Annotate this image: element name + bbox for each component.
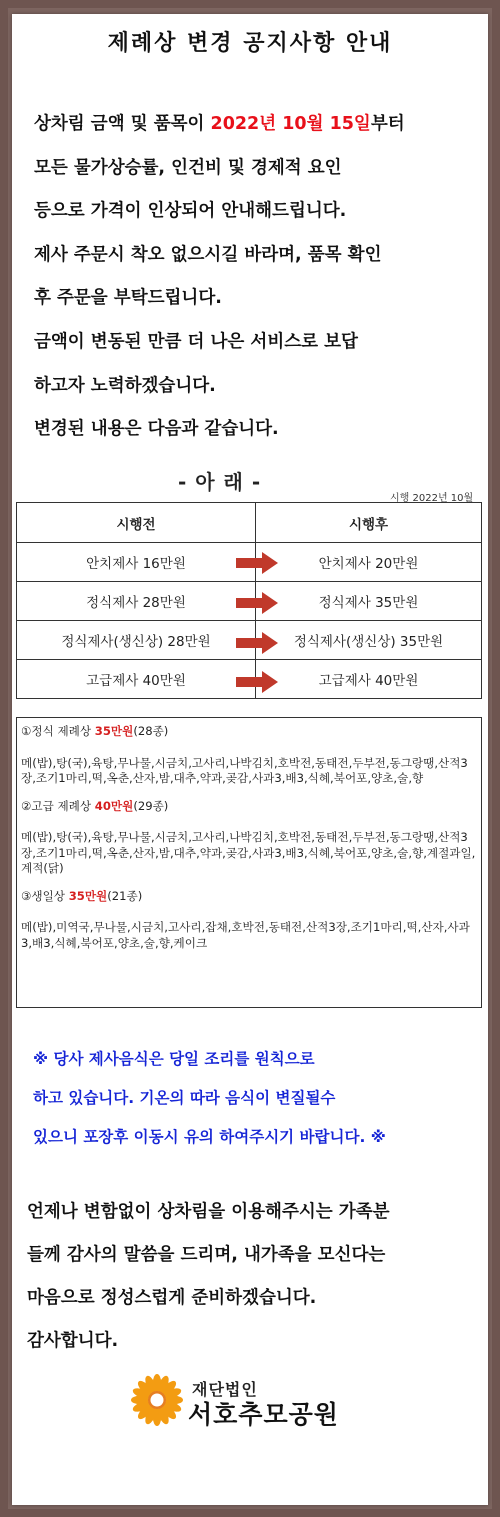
intro-line: 후 주문을 부탁드립니다. xyxy=(34,288,222,309)
arrow-right-icon xyxy=(236,592,278,614)
intro-line: 제사 주문시 착오 없으시길 바라며, 품목 확인 xyxy=(34,244,382,265)
menu-items: 메(밥),미역국,무나물,시금치,고사리,잡채,호박전,동태전,산적3장,조기1마리,떡,산자,사과3,배3,식혜,북어포,양초,술,향,케이크 xyxy=(21,920,470,950)
effective-note: 시행 2022년 10월 xyxy=(390,493,474,504)
menu-name: ③생일상 xyxy=(21,888,69,903)
price-before: 정식제사 28만원 xyxy=(17,582,256,621)
menu-count: (28종) xyxy=(133,724,169,738)
arrow-right-icon xyxy=(236,552,278,574)
price-before: 안치제사 16만원 xyxy=(17,543,256,582)
menu-items: 메(밥),탕(국),육탕,무나물,시금치,고사리,나박김치,호박전,동태전,두부전,동그랑땡,산적3장,조기1마리,떡,옥춘,산자,밤,대추,약과,곶감,사과3,배3,식혜,북어포,양초,술,향,계절과일,계적(닭) xyxy=(21,830,476,875)
menu-list-box xyxy=(16,717,482,1008)
header-after: 시행후 xyxy=(256,503,482,543)
price-after: 정식제사(생신상) 35만원 xyxy=(256,621,482,660)
arrow-right-icon xyxy=(236,632,278,654)
menu-price: 35만원 xyxy=(94,724,134,738)
food-safety-notice xyxy=(33,1047,483,1164)
price-after: 고급제사 40만원 xyxy=(256,660,482,699)
intro-line xyxy=(34,110,484,154)
price-before: 정식제사(생신상) 28만원 xyxy=(17,621,256,660)
notice-line: 하고 있습니다. 기온의 따라 음식이 변질될수 xyxy=(33,1089,336,1107)
effective-date: 2022년 10월 15일 xyxy=(210,114,371,134)
intro-line: 하고자 노력하겠습니다. xyxy=(34,375,216,396)
menu-name: ②고급 제례상 xyxy=(21,798,95,813)
flower-logo-icon xyxy=(130,1373,184,1427)
closing-line: 감사합니다. xyxy=(27,1331,119,1351)
intro-line: 모든 물가상승률, 인건비 및 경제적 요인 xyxy=(34,157,342,178)
price-before: 고급제사 40만원 xyxy=(17,660,256,699)
menu-heading xyxy=(21,724,477,740)
menu-count: (29종) xyxy=(133,798,169,813)
intro-paragraph xyxy=(34,110,484,459)
closing-line: 언제나 변함없이 상차림을 이용해주시는 가족분 xyxy=(27,1202,390,1222)
intro-line: 변경된 내용은 다음과 같습니다. xyxy=(34,419,279,440)
price-after: 안치제사 20만원 xyxy=(256,543,482,582)
section-heading: - 아 래 - xyxy=(178,470,262,494)
arrow-right-icon xyxy=(236,671,278,693)
menu-items: 메(밥),탕(국),육탕,무나물,시금치,고사리,나박김치,호박전,동태전,두부전,동그랑땡,산적3장,조기1마리,떡,옥춘,산자,밤,대추,약과,곶감,사과3,배3,식혜,북어포,양초,술,향 xyxy=(21,755,468,785)
menu-name: ①정식 제례상 xyxy=(21,724,95,738)
intro-line: 금액이 변동된 만큼 더 나은 서비스로 보답 xyxy=(34,331,358,352)
intro-text: 상차림 금액 및 품목이 xyxy=(34,114,211,134)
menu-count: (21종) xyxy=(107,888,143,903)
closing-line: 들께 감사의 말씀을 드리며, 내가족을 모신다는 xyxy=(27,1245,386,1265)
intro-text: 부터 xyxy=(370,114,405,134)
page-title: 제례상 변경 공지사항 안내 xyxy=(107,31,393,56)
price-after: 정식제사 35만원 xyxy=(256,582,482,621)
closing-message xyxy=(27,1198,487,1370)
header-before: 시행전 xyxy=(17,503,256,543)
menu-heading xyxy=(21,799,477,815)
notice-line: ※ 당사 제사음식은 당일 조리를 원칙으로 xyxy=(33,1050,315,1068)
logo-name: 서호추모공원 xyxy=(188,1400,339,1429)
table-header-row xyxy=(17,503,482,543)
menu-heading xyxy=(21,889,477,905)
closing-line: 마음으로 정성스럽게 준비하겠습니다. xyxy=(27,1288,317,1308)
notice-line: 있으니 포장후 이동시 유의 하여주시기 바랍니다. ※ xyxy=(33,1128,386,1146)
logo-subtitle: 재단법인 xyxy=(192,1380,258,1399)
menu-price: 40만원 xyxy=(94,798,134,813)
intro-line: 등으로 가격이 인상되어 안내해드립니다. xyxy=(34,201,347,222)
menu-price: 35만원 xyxy=(68,888,108,903)
